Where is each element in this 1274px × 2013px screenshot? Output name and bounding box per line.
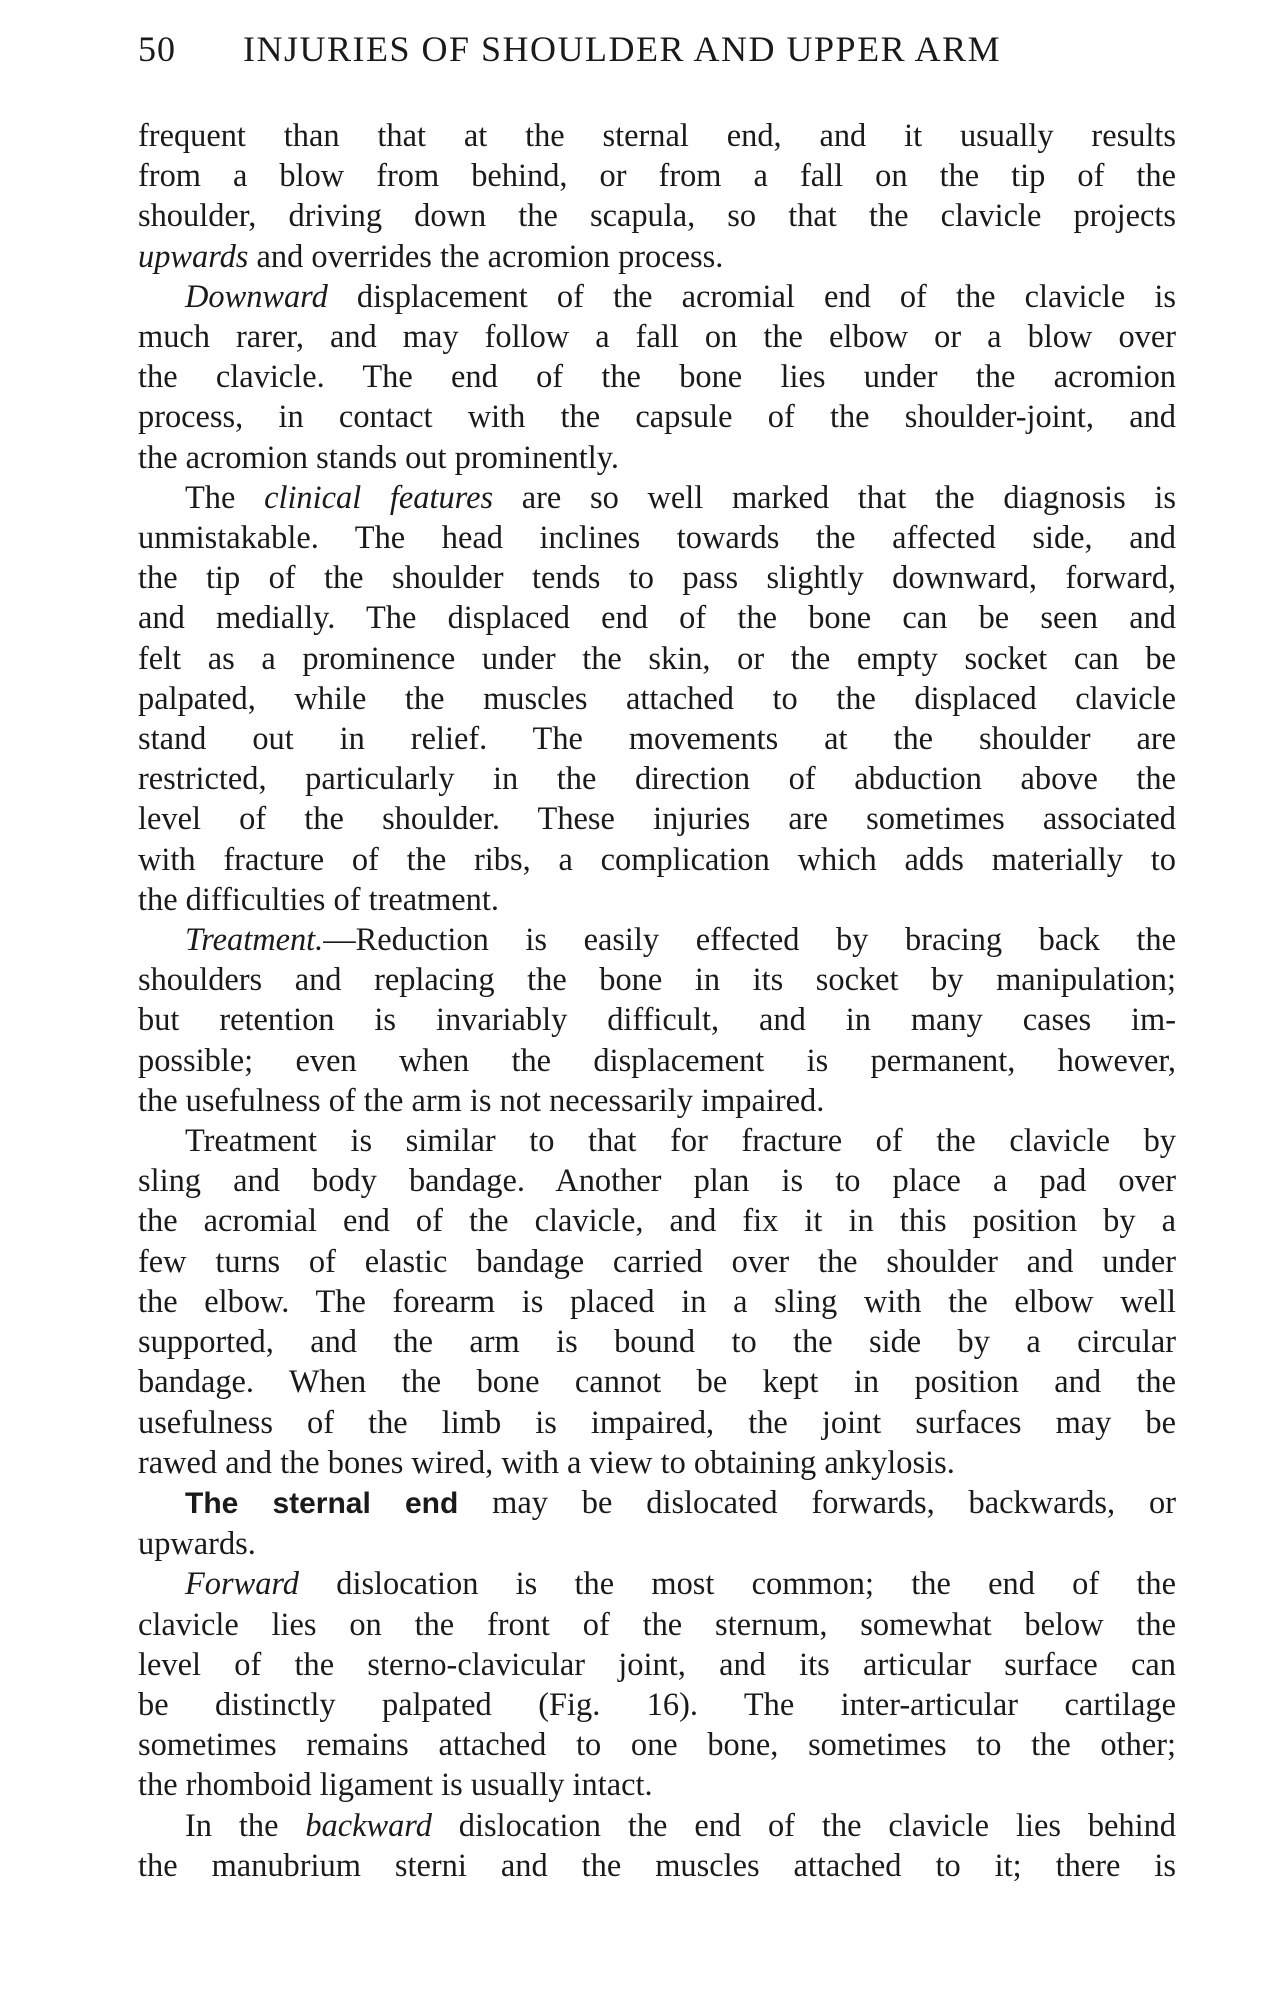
- text-run: process, in contact with the capsule of the shoulder-joint, and: [138, 399, 1176, 436]
- italic-run: upwards: [138, 238, 249, 275]
- text-line: [138, 1524, 1176, 1564]
- text-line: [138, 1322, 1176, 1362]
- text-line: [138, 1161, 1176, 1201]
- text-line: [138, 357, 1176, 397]
- text-run: usefulness of the limb is impaired, the joint surfaces may be: [138, 1404, 1176, 1441]
- text-run: In the: [185, 1807, 306, 1844]
- text-run: much rarer, and may follow a fall on the elbow or a blow over: [138, 319, 1176, 356]
- text-run: the rhomboid ligament is usually intact.: [138, 1767, 653, 1804]
- text-run: shoulders and replacing the bone in its socket by manipulation;: [138, 962, 1176, 999]
- text-run: be distinctly palpated (Fig. 16). The inter-articular cartilage: [138, 1686, 1176, 1723]
- text-run: clavicle lies on the front of the sternum, somewhat below the: [138, 1606, 1176, 1643]
- text-run: —Reduction is easily effected by bracing back the: [323, 922, 1176, 959]
- text-line: [138, 639, 1176, 679]
- text-line: [138, 1645, 1176, 1685]
- text-run: possible; even when the displacement is permanent, however,: [138, 1042, 1176, 1079]
- text-line: [138, 1000, 1176, 1040]
- text-run: are so well marked that the diagnosis is: [493, 479, 1176, 516]
- text-run: dislocation is the most common; the end of the: [298, 1566, 1176, 1603]
- text-run: the acromial end of the clavicle, and fix it in this position by a: [138, 1203, 1176, 1240]
- text-line: [138, 1765, 1176, 1805]
- text-run: the difficulties of treatment.: [138, 881, 499, 918]
- text-run: The: [185, 479, 265, 516]
- text-run: the tip of the shoulder tends to pass slightly downward, forward,: [138, 560, 1176, 597]
- text-line: [138, 1081, 1176, 1121]
- page-header: [138, 28, 1158, 78]
- page-number: 50: [138, 29, 176, 69]
- text-line: [138, 1121, 1176, 1161]
- text-line: [138, 1201, 1176, 1241]
- text-run: felt as a prominence under the skin, or the empty socket can be: [138, 640, 1176, 677]
- text-run: displacement of the acromial end of the clavicle is: [327, 278, 1176, 315]
- text-line: [138, 317, 1176, 357]
- text-run: level of the shoulder. These injuries are sometimes associated: [138, 801, 1176, 838]
- text-run: Treatment is similar to that for fracture of the clavicle by: [185, 1123, 1176, 1160]
- text-run: shoulder, driving down the scapula, so that the clavicle projects: [138, 198, 1176, 235]
- text-run: supported, and the arm is bound to the side by a circular: [138, 1324, 1176, 1361]
- text-run: the elbow. The forearm is placed in a sling with the elbow well: [138, 1283, 1176, 1320]
- text-line: [138, 397, 1176, 437]
- text-run: the acromion stands out prominently.: [138, 439, 619, 476]
- italic-run: Forward: [185, 1566, 299, 1603]
- text-line: [138, 1605, 1176, 1645]
- text-run: palpated, while the muscles attached to the displaced clavicle: [138, 680, 1176, 717]
- text-line: [138, 277, 1176, 317]
- text-line: [138, 759, 1176, 799]
- text-run: the manubrium sterni and the muscles attached to it; there is: [138, 1847, 1176, 1884]
- text-run: upwards.: [138, 1526, 256, 1563]
- running-head: INJURIES OF SHOULDER AND UPPER ARM: [243, 29, 1002, 69]
- text-run: may be dislocated forwards, backwards, or: [458, 1484, 1176, 1521]
- body-text: [138, 116, 1176, 1886]
- text-line: [138, 840, 1176, 880]
- text-line: [138, 478, 1176, 518]
- text-run: stand out in relief. The movements at the shoulder are: [138, 721, 1176, 758]
- text-run: unmistakable. The head inclines towards the affected side, and: [138, 520, 1176, 557]
- text-line: [138, 598, 1176, 638]
- text-line: [138, 960, 1176, 1000]
- text-run: dislocation the end of the clavicle lies behind: [431, 1807, 1176, 1844]
- text-line: [138, 1041, 1176, 1081]
- text-line: [138, 719, 1176, 759]
- text-line: [138, 1725, 1176, 1765]
- text-run: the clavicle. The end of the bone lies under the acromion: [138, 359, 1176, 396]
- text-line: [138, 880, 1176, 920]
- text-line: [138, 1483, 1176, 1524]
- italic-run: backward: [305, 1807, 432, 1844]
- text-run: the usefulness of the arm is not necessarily impaired.: [138, 1082, 825, 1119]
- text-run: and medially. The displaced end of the bone can be seen and: [138, 600, 1176, 637]
- text-run: but retention is invariably difficult, and in many cases im-: [138, 1002, 1176, 1039]
- text-line: [138, 116, 1176, 156]
- italic-run: Downward: [185, 278, 328, 315]
- text-line: [138, 1362, 1176, 1402]
- text-line: [138, 1846, 1176, 1886]
- text-line: [138, 156, 1176, 196]
- text-run: with fracture of the ribs, a complication which adds materially to: [138, 841, 1176, 878]
- text-run: sometimes remains attached to one bone, sometimes to the other;: [138, 1727, 1176, 1764]
- bold-run: The sternal end: [185, 1486, 459, 1520]
- text-line: [138, 920, 1176, 960]
- text-run: restricted, particularly in the direction of abduction above the: [138, 761, 1176, 798]
- text-line: [138, 438, 1176, 478]
- italic-run: Treatment.: [185, 922, 324, 959]
- text-run: and overrides the acromion process.: [248, 238, 724, 275]
- text-line: [138, 237, 1176, 277]
- text-run: sling and body bandage. Another plan is to place a pad over: [138, 1163, 1176, 1200]
- text-run: frequent than that at the sternal end, and it usually results: [138, 118, 1176, 154]
- text-line: [138, 196, 1176, 236]
- text-run: level of the sterno-clavicular joint, and its articular surface can: [138, 1646, 1176, 1683]
- text-line: [138, 1564, 1176, 1604]
- text-run: bandage. When the bone cannot be kept in position and the: [138, 1364, 1176, 1401]
- text-line: [138, 558, 1176, 598]
- text-line: [138, 799, 1176, 839]
- text-line: [138, 679, 1176, 719]
- text-run: rawed and the bones wired, with a view to obtaining ankylosis.: [138, 1444, 955, 1481]
- text-line: [138, 1242, 1176, 1282]
- text-line: [138, 1282, 1176, 1322]
- text-line: [138, 1403, 1176, 1443]
- text-run: few turns of elastic bandage carried over the shoulder and under: [138, 1243, 1176, 1280]
- text-run: from a blow from behind, or from a fall on the tip of the: [138, 158, 1176, 195]
- text-line: [138, 1685, 1176, 1725]
- text-line: [138, 1806, 1176, 1846]
- italic-run: clinical features: [264, 479, 494, 516]
- text-line: [138, 518, 1176, 558]
- text-line: [138, 1443, 1176, 1483]
